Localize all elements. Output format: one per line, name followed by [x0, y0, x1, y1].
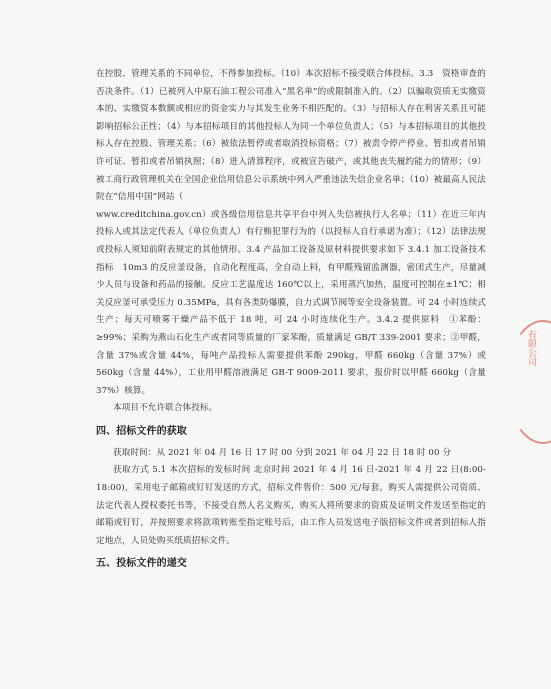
paragraph-qualification: 在控股、管理关系的不同单位，不得参加投标。（10）本次招标不接受联合体投标。3.3 资格审查的否决条件。（1）已被列入中原石油工程公司准入“黑名单”的或限制准入的。（2）以骗取资质无实缴资本的、实缴资本数额或相应的资金实力与其发生业务不相匹配的。（3）与招标人存在利害关系且可能影响招标公正性；（4）与本招标项目的其他投标人为同一个单位负责人；（5）与本招标项目的其他投标人存在控股、管理关系；（6）被依法暂停或者取消投标资格；（7）被责令停产停业、暂扣或者吊销许可证、暂扣或者吊销执照；（8）进入清算程序，或被宣告破产，或其他丧失履约能力的情形；（9）被工商行政管理机关在全国企业信用信息公示系统中列入严重违法失信企业名单；（10）被最高人民法院在“信用中国”网站（ — [96, 69, 486, 203]
section-4-time: 获取时间：从 2021 年 04 月 16 日 17 时 00 分到 2021 年 04 月 22 日 18 时 00 分 — [113, 447, 452, 458]
seal-stamp-text: 有限公司 — [526, 330, 536, 366]
section-5-heading: 五、投标文件的递交 — [96, 558, 187, 570]
paragraph-equipment: www.creditchina.gov.cn）或各级信用信息共享平台中列入失信被执行人名单；（11）在近三年内投标人或其法定代表人（单位负责人）有行贿犯罪行为的（以投标人自行承诺为准）；（12）法律法规或投标人须知前附表规定的其他情形。3.4 产品加工设备及原材料提供要求如下 3.4.1 加工设备技术指标 10m3 的反应釜设备，自动化程度高，全自动上料，有甲醛残留监测器，密闭式生产，尽量减少人员与设备和药品的接触。反应工艺温度达 160℃以上，采用蒸汽加热，温度可控制在±1℃；相关反应釜可承受压力 0.35MPa，具有各类防爆膜，自力式调节阀等安全设备装置。可 24 小时连续式生产；每天可喷雾干燥产品不低于 18 吨，可 24 小时连续化生产。3.4.2 提供原料 ①苯酚：≥99%；采购为燕山石化生产或者同等质量的厂家苯酚，质量满足 GB/T 339-2001 要求；②甲醛，含量 37%或含量 44%，每吨产品投标人需要提供苯酚 290kg，甲醛 660kg（含量 37%）或 560kg（含量 44%），工业用甲醛溶液满足 GB-T 9009-2011 要求，报价时以甲醛 660kg（含量 37%）核算。 — [96, 209, 486, 396]
document-body — [96, 66, 486, 577]
section-4-method: 获取方式 5.1 本次招标的发标时间 北京时间 2021 年 4 月 16 日-2021 年 4 月 22 日(8:00-18:00)，采用电子邮箱或钉钉发送的方式，招标文件售价：500 元/每套。购买人需提供公司资质、法定代表人授权委托书等，不接受自然人名义购买，购买人将所要求的资质及证明文件发送至指定的邮箱或钉钉，并按照要求将款项转账至指定账号后，由工作人员发送电子版招标文件或者到招标人指定地点，人员处购买纸质招标文件。 — [96, 465, 486, 546]
paragraph-no-consortium: 本项目不允许联合体投标。 — [113, 403, 218, 414]
section-4-heading: 四、招标文件的获取 — [96, 425, 187, 437]
